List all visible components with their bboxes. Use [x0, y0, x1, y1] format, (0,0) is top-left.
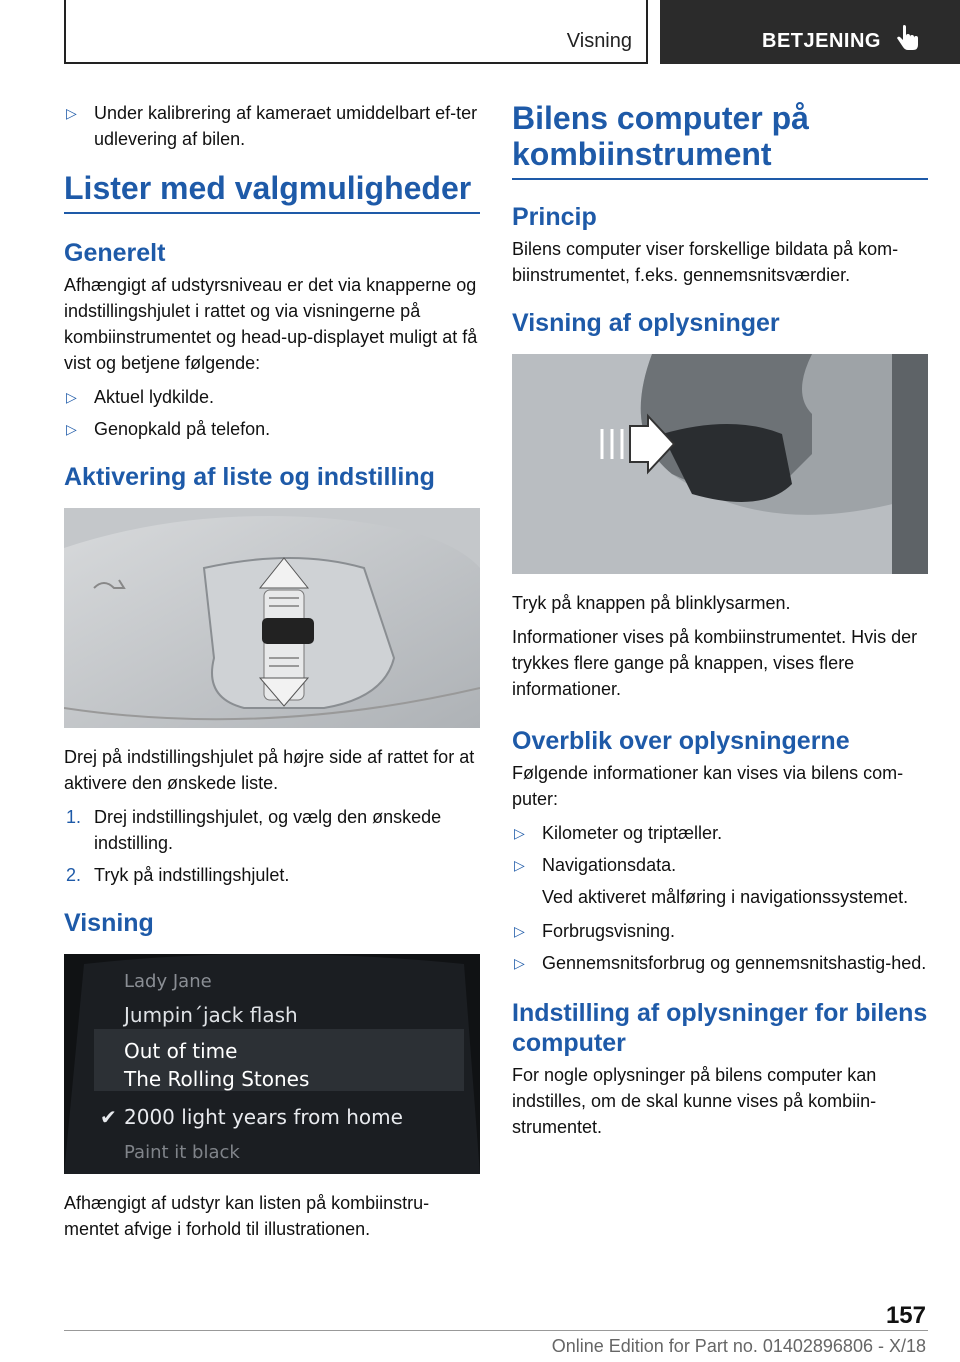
list-item	[512, 852, 928, 878]
check-mark-icon: ✔	[100, 1105, 117, 1129]
heading-princip: Princip	[512, 203, 597, 231]
page-number: 157	[885, 1302, 926, 1329]
heading-overblik: Overblik over oplysningerne	[512, 727, 850, 755]
paragraph-indstilling: For nogle oplysninger på bilens computer kan indstilles, om de skal kunne vises på kombiin-strumentet.	[512, 1065, 877, 1137]
caption-visning: Afhængigt af udstyr kan listen på kombiinstru-mentet afvige i forhold til illustrationen.	[64, 1193, 430, 1239]
header-section-title: Visning	[566, 30, 632, 52]
heading-generelt: Generelt	[64, 239, 166, 267]
list-item-text: Kilometer og triptæller.	[542, 823, 723, 843]
paragraph-princip: Bilens computer viser forskellige bildata på kom-biinstrumentet, f.eks. gennemsnitsværdier.	[512, 239, 899, 285]
section-title-computer: Bilens computer på kombiinstrument	[512, 100, 928, 180]
step-item	[64, 804, 480, 856]
display-line-3: Out of time	[124, 1039, 238, 1063]
triangle-bullet-icon: ▷	[514, 923, 525, 939]
heading-indstilling: Indstilling af oplysninger for bilens computer	[512, 999, 928, 1057]
display-line-1: Lady Jane	[124, 971, 212, 992]
header-left-box	[64, 0, 648, 64]
list-item	[64, 416, 480, 442]
list-item	[64, 384, 480, 410]
display-line-5: 2000 light years from home	[124, 1105, 403, 1129]
list-item-text: Navigationsdata.	[542, 855, 677, 875]
header-chapter-title: BETJENING	[762, 30, 881, 52]
step-number: 2.	[66, 865, 82, 885]
overblik-bullet-list	[512, 820, 928, 878]
footer-divider	[64, 1330, 928, 1331]
generelt-bullet-list	[64, 384, 480, 442]
triangle-bullet-icon: ▷	[66, 105, 77, 121]
triangle-bullet-icon: ▷	[514, 955, 525, 971]
step-item	[64, 862, 480, 888]
paragraph-tryk: Tryk på knappen på blinklysarmen.	[512, 593, 791, 613]
step-text: Drej indstillingshjulet, og vælg den ønskede indstilling.	[94, 807, 442, 853]
intro-bullet-list	[64, 100, 480, 152]
list-item-text: Gennemsnitsforbrug og gennemsnitshastig-hed.	[542, 953, 927, 973]
list-item-text: Under kalibrering af kameraet umiddelbart ef-ter udlevering af bilen.	[94, 103, 478, 149]
list-item	[512, 918, 928, 944]
display-line-6: Paint it black	[124, 1142, 240, 1163]
header-chapter-tab	[660, 0, 960, 64]
list-item-text: Forbrugsvisning.	[542, 921, 676, 941]
display-list-illustration	[64, 954, 480, 1174]
left-column	[64, 100, 480, 1250]
heading-visning: Visning	[64, 909, 154, 937]
step-number: 1.	[66, 807, 82, 827]
list-item-text: Aktuel lydkilde.	[94, 387, 215, 407]
paragraph-generelt: Afhængigt af udstyrsniveau er det via knapperne og indstillingshjulet i rattet og via visningerne på kombiinstrumentet og head-up-displayet muligt at få vist og betjene følgende:	[64, 275, 478, 373]
list-item	[512, 950, 928, 976]
paragraph-overblik: Følgende informationer kan vises via bilens com-puter:	[512, 763, 904, 809]
footer-edition-text: Online Edition for Part no. 01402896806 - X/18	[551, 1336, 926, 1356]
triangle-bullet-icon: ▷	[66, 421, 77, 437]
heading-visning-oplysninger: Visning af oplysninger	[512, 309, 780, 337]
display-list-figure	[64, 954, 480, 1174]
triangle-bullet-icon: ▷	[66, 389, 77, 405]
steps-list	[64, 804, 480, 888]
hand-pointer-icon	[896, 24, 920, 52]
right-column	[512, 100, 928, 1148]
steering-wheel-illustration	[64, 508, 480, 728]
turn-signal-illustration	[512, 354, 928, 574]
paragraph-informationer: Informationer vises på kombiinstrumentet. Hvis der trykkes flere gange på knappen, vises flere informationer.	[512, 627, 918, 699]
overblik-bullet-list-2	[512, 918, 928, 976]
display-line-4: The Rolling Stones	[124, 1067, 310, 1091]
list-item-text: Genopkald på telefon.	[94, 419, 271, 439]
steering-wheel-figure	[64, 508, 480, 728]
step-text: Tryk på indstillingshjulet.	[94, 865, 290, 885]
list-item	[512, 820, 928, 846]
section-title-lister: Lister med valgmuligheder	[64, 170, 480, 214]
triangle-bullet-icon: ▷	[514, 825, 525, 841]
triangle-bullet-icon: ▷	[514, 857, 525, 873]
turn-signal-figure	[512, 354, 928, 574]
display-line-2: Jumpin´jack flash	[124, 1003, 298, 1027]
heading-aktivering: Aktivering af liste og indstilling	[64, 463, 435, 491]
sub-note-navigation: Ved aktiveret målføring i navigationssystemet.	[542, 887, 909, 907]
list-item	[64, 100, 480, 152]
caption-aktivering: Drej på indstillingshjulet på højre side af rattet for at aktivere den ønskede liste.	[64, 747, 475, 793]
